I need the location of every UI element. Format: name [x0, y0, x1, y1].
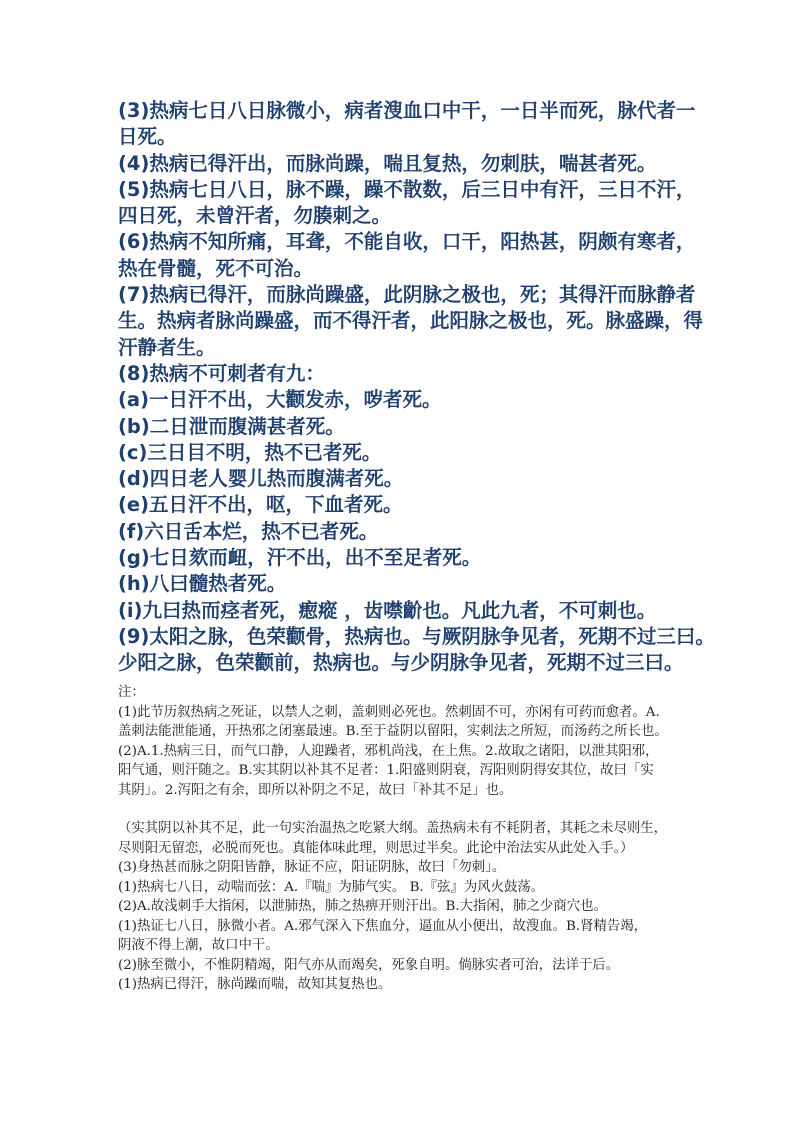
paragraph [118, 858, 698, 878]
paragraph [118, 571, 698, 597]
paragraph [118, 703, 698, 742]
text-line: (2)脉至微小，不惟阴精竭，阳气亦从而竭矣，死象自明。倘脉实者可治，法详于后。 [118, 957, 620, 973]
text-line: (1)热证七八日，脉微小者。A.邪气深入下焦血分，逼血从小便出，故溲血。B.肾精告竭， [118, 918, 648, 934]
text-line: (3)热病七日八日脉微小，病者溲血口中干，一日半而死，脉代者一 [118, 99, 696, 122]
paragraph [118, 151, 698, 177]
text-line: (c)三日目不明，热不已者死。 [118, 440, 382, 464]
text-line: (2)A.1.热病三日，而气口静，人迎躁者，邪机尚浅，在上焦。2.故取之诸阳，以泄其阳邪， [118, 743, 659, 759]
paragraph [118, 440, 698, 466]
text-line: 四日死，未曾汗者，勿腠刺之。 [118, 204, 392, 228]
text-line: (7)热病已得汗，而脉尚躁盛，此阴脉之极也，死；其得汗而脉静者 [118, 283, 696, 307]
paragraph [118, 742, 698, 801]
text-line: (1)此节历叙热病之死证，以禁人之刺，盖刺则必死也。然刺固不可，亦闲有可药而愈者。A. [118, 704, 660, 720]
text-line: 生。热病者脉尚躁盛，而不得汗者，此阳脉之极也，死。脉盛躁，得 [118, 309, 704, 333]
paragraph [118, 917, 698, 956]
text-line: 热在骨髓，死不可治。 [118, 256, 314, 280]
text-line: (4)热病已得汗出，而脉尚躁，喘且复热，勿刺肤，喘甚者死。 [118, 151, 657, 175]
paragraph [118, 466, 698, 492]
text-line: (6)热病不知所痛，耳聋，不能自收，口干，阳热甚，阴颇有寒者， [118, 230, 696, 254]
paragraph [118, 975, 698, 995]
text-line: 少阳之脉，色荣颧前，热病也。与少阴脉争见者，死期不过三曰。 [118, 651, 684, 675]
text-line: 阴液不得上潮，故口中干。 [118, 938, 279, 953]
paragraph [118, 361, 698, 387]
text-line: (9)太阳之脉，色荣颧骨，热病也。与厥阴脉争见者，死期不过三曰。 [118, 624, 715, 648]
main-text [118, 98, 715, 677]
text-line: 日死。 [118, 125, 177, 149]
text-line: (8)热病不可刺者有九： [118, 361, 325, 385]
notes-section [118, 683, 698, 995]
paragraph [118, 878, 698, 898]
notes-group-a [118, 703, 698, 801]
paragraph [118, 519, 698, 545]
paragraph [118, 492, 698, 518]
text-line: 其阴」。2.泻阳之有余，即所以补阴之不足，故曰「补其不足」也。 [118, 782, 513, 798]
paragraph [118, 229, 698, 282]
text-line: （实其阴以补其不足，此一句实治温热之吃紧大纲。盖热病未有不耗阴者，其耗之未尽则生， [118, 821, 668, 836]
spacer [118, 800, 698, 819]
text-line: (1)热病七八日，动喘而弦：A.『喘』为肺气实。 B.『弦』为风火鼓荡。 [118, 879, 545, 895]
paragraph [118, 414, 698, 440]
text-line: (h)八曰髓热者死。 [118, 572, 287, 596]
paragraph [118, 956, 698, 976]
text-line: (b)二日泄而腹满甚者死。 [118, 414, 345, 438]
text-line: (1)热病已得汗，脉尚躁而喘，故知其复热也。 [118, 977, 392, 992]
text-line: 尽则阳无留恋，必脱而死也。真能体味此理，则思过半矣。此论中治法实从此处入手。） [118, 840, 634, 856]
paragraph [118, 624, 715, 677]
text-line: (d)四日老人婴儿热而腹满者死。 [118, 467, 404, 491]
paragraph [118, 545, 698, 571]
text-line: (5)热病七日八日，脉不躁，躁不散数，后三日中有汗，三日不汗， [118, 177, 696, 201]
text-line: (e)五日汗不出，呕，下血者死。 [118, 493, 403, 517]
text-line: (2)A.故浅刺手大指闲，以泄肺热，肺之热痹开则汗出。B.大指闲，肺之少商穴也。 [118, 899, 607, 914]
text-line: (g)七日欬而衄，汗不出，出不至足者死。 [118, 546, 482, 570]
paragraph [118, 98, 698, 151]
paragraph [118, 819, 698, 858]
paragraph [118, 177, 698, 230]
paragraph [118, 598, 698, 624]
paragraph [118, 282, 704, 361]
notes-group-b [118, 819, 698, 995]
text-line: 盖刺法能泄能通，开热邪之闭塞最速。B.至于益阴以留阳，实刺法之所短，而汤药之所长也。 [118, 724, 668, 739]
paragraph [118, 387, 698, 413]
text-line: 阳气通，则汗随之。B.实其阴以补其不足者：1.阳盛则阴衰，泻阳则阴得安其位，故曰「实 [118, 763, 654, 778]
paragraph [118, 897, 698, 917]
text-line: (a)一日汗不出，大颧发赤，哕者死。 [118, 388, 442, 412]
text-line: (3)身热甚而脉之阴阳皆静，脉证不应，阳证阴脉，故曰「勿刺」。 [118, 860, 506, 875]
text-line: (f)六日舌本烂，热不已者死。 [118, 519, 379, 543]
notes-label: 注： [118, 685, 145, 700]
text-line: (i)九曰热而痉者死，瘛瘲 ，齿噤齘也。凡此九者，不可刺也。 [118, 598, 657, 622]
text-line: 汗静者生。 [118, 335, 216, 359]
